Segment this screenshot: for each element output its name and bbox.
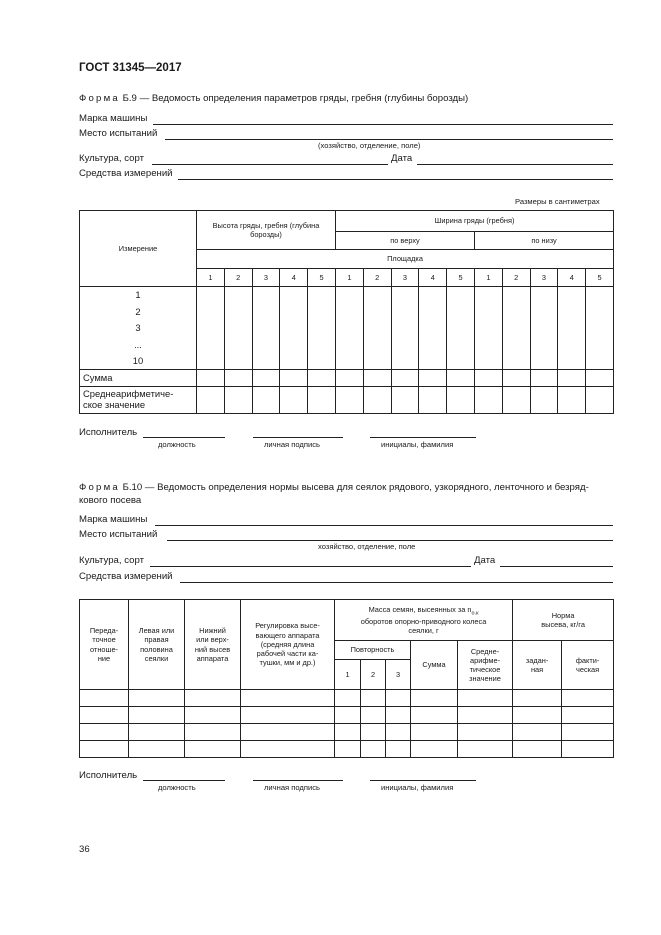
data-cell[interactable] xyxy=(558,336,586,353)
col-sowing-type: Нижний или верх- ний высев аппарата xyxy=(185,600,241,690)
data-cell[interactable] xyxy=(502,287,530,304)
data-cell[interactable] xyxy=(185,724,241,741)
data-cell[interactable] xyxy=(361,741,386,758)
data-cell[interactable] xyxy=(391,336,419,353)
data-cell[interactable] xyxy=(386,724,411,741)
area-num: 3 xyxy=(252,269,280,287)
data-cell[interactable] xyxy=(419,303,447,320)
form9-units-note: Размеры в сантиметрах xyxy=(515,197,600,206)
data-cell[interactable] xyxy=(513,690,562,707)
data-cell[interactable] xyxy=(391,303,419,320)
data-cell[interactable] xyxy=(586,320,614,337)
col-norm-actual: факти- ческая xyxy=(562,641,614,690)
col-norm: Норма высева, кг/га xyxy=(513,600,614,641)
data-cell[interactable] xyxy=(308,353,336,370)
form9-executor-label: Исполнитель xyxy=(79,427,138,438)
form9-number: Б.9 xyxy=(122,93,137,104)
data-cell[interactable] xyxy=(474,303,502,320)
data-cell[interactable] xyxy=(562,690,614,707)
form9-date-field[interactable] xyxy=(417,164,613,165)
row-measure-number: ... xyxy=(80,336,197,353)
form9-tools-field[interactable] xyxy=(178,179,613,180)
data-cell[interactable] xyxy=(458,741,513,758)
form9-title: — Ведомость определения параметров гряды, гребня (глубины борозды) xyxy=(139,93,469,104)
data-cell[interactable] xyxy=(474,287,502,304)
repeat-num: 1 xyxy=(335,660,361,690)
form9-label: Форма xyxy=(79,93,120,104)
data-cell[interactable] xyxy=(558,303,586,320)
data-cell[interactable] xyxy=(530,303,558,320)
form9-culture-label: Культура, сорт xyxy=(79,153,144,164)
data-cell[interactable] xyxy=(558,353,586,370)
data-cell[interactable] xyxy=(252,336,280,353)
data-cell[interactable] xyxy=(458,724,513,741)
col-norm-set: задан- ная xyxy=(513,641,562,690)
form10-title-line1 xyxy=(79,482,589,493)
data-cell[interactable] xyxy=(530,287,558,304)
data-cell[interactable] xyxy=(474,353,502,370)
data-cell[interactable] xyxy=(280,320,308,337)
data-cell[interactable] xyxy=(224,287,252,304)
data-cell[interactable] xyxy=(411,724,458,741)
form10-brand-field[interactable] xyxy=(155,525,613,526)
form10-tools-label: Средства измерений xyxy=(79,571,173,582)
form9-signature-hint: личная подпись xyxy=(264,440,320,449)
form10-place-hint: хозяйство, отделение, поле xyxy=(318,542,416,551)
area-num: 1 xyxy=(336,269,364,287)
data-cell[interactable] xyxy=(530,336,558,353)
data-cell[interactable] xyxy=(361,707,386,724)
form10-name-hint: инициалы, фамилия xyxy=(381,783,454,792)
form9-name-hint: инициалы, фамилия xyxy=(381,440,454,449)
data-cell[interactable] xyxy=(419,287,447,304)
data-cell[interactable] xyxy=(411,707,458,724)
form9-name-field[interactable] xyxy=(370,437,476,438)
data-cell[interactable] xyxy=(280,303,308,320)
data-cell[interactable] xyxy=(241,690,335,707)
form9-position-hint: должность xyxy=(158,440,196,449)
data-cell[interactable] xyxy=(586,353,614,370)
data-cell[interactable] xyxy=(411,741,458,758)
data-cell[interactable] xyxy=(586,336,614,353)
data-cell[interactable] xyxy=(411,690,458,707)
row-sum-label: Сумма xyxy=(80,369,197,386)
data-cell[interactable] xyxy=(336,303,364,320)
table-row xyxy=(80,741,614,758)
form9-title-line xyxy=(79,93,468,104)
data-cell[interactable] xyxy=(458,707,513,724)
col-width-top: по верху xyxy=(336,232,475,250)
data-cell[interactable] xyxy=(224,320,252,337)
repeat-num: 3 xyxy=(386,660,411,690)
col-repeat: Повторность xyxy=(335,641,411,660)
data-cell[interactable] xyxy=(502,320,530,337)
table-row xyxy=(80,303,614,320)
form9-place-label: Место испытаний xyxy=(79,128,158,139)
data-cell[interactable] xyxy=(197,336,225,353)
form10-signature-hint: личная подпись xyxy=(264,783,320,792)
form10-number: Б.10 xyxy=(122,482,143,493)
data-cell[interactable] xyxy=(80,741,129,758)
area-num: 2 xyxy=(502,269,530,287)
form9-position-field[interactable] xyxy=(143,437,225,438)
col-gear-ratio: Переда- точное отноше- ние xyxy=(80,600,129,690)
form10-title-line2: кового посева xyxy=(79,495,142,506)
data-cell[interactable] xyxy=(361,724,386,741)
data-cell[interactable] xyxy=(80,707,129,724)
data-cell[interactable] xyxy=(419,353,447,370)
data-cell[interactable] xyxy=(280,336,308,353)
data-cell[interactable] xyxy=(241,724,335,741)
data-cell[interactable] xyxy=(513,724,562,741)
data-cell[interactable] xyxy=(447,287,475,304)
form10-position-field[interactable] xyxy=(143,780,225,781)
data-cell[interactable] xyxy=(513,741,562,758)
table-row xyxy=(80,724,614,741)
form10-label: Форма xyxy=(79,482,120,493)
area-num: 1 xyxy=(197,269,225,287)
form10-place-field[interactable] xyxy=(167,540,613,541)
data-cell[interactable] xyxy=(474,320,502,337)
form10-table xyxy=(79,599,614,758)
data-cell[interactable] xyxy=(252,287,280,304)
area-num: 3 xyxy=(530,269,558,287)
page-number: 36 xyxy=(79,844,90,855)
form9-culture-field[interactable] xyxy=(152,164,388,165)
area-num: 2 xyxy=(363,269,391,287)
data-cell[interactable] xyxy=(447,336,475,353)
form9-place-field[interactable] xyxy=(165,139,613,140)
data-cell[interactable] xyxy=(80,690,129,707)
form9-brand-label: Марка машины xyxy=(79,113,148,124)
form10-tools-field[interactable] xyxy=(180,582,613,583)
data-cell[interactable] xyxy=(335,724,361,741)
col-width-bottom: по низу xyxy=(474,232,613,250)
form10-culture-field[interactable] xyxy=(150,566,471,567)
data-cell[interactable] xyxy=(363,303,391,320)
col-seed-mass: Масса семян, высеянных за $n_{о.к}$ оборотов опорно-приводного колеса сеялки, г xyxy=(335,600,513,641)
data-cell[interactable] xyxy=(391,353,419,370)
data-cell[interactable] xyxy=(361,690,386,707)
data-cell[interactable] xyxy=(419,320,447,337)
form9-signature-field[interactable] xyxy=(253,437,343,438)
data-cell[interactable] xyxy=(586,287,614,304)
data-cell[interactable] xyxy=(363,336,391,353)
data-cell[interactable] xyxy=(185,707,241,724)
data-cell[interactable] xyxy=(363,287,391,304)
col-width: Ширина гряды (гребня) xyxy=(336,211,614,232)
col-measure: Измерение xyxy=(80,211,197,287)
data-cell[interactable] xyxy=(558,320,586,337)
table-row xyxy=(80,320,614,337)
area-num: 4 xyxy=(280,269,308,287)
data-cell[interactable] xyxy=(502,336,530,353)
repeat-num: 2 xyxy=(361,660,386,690)
data-cell[interactable] xyxy=(280,353,308,370)
data-cell[interactable] xyxy=(129,707,185,724)
data-cell[interactable] xyxy=(129,724,185,741)
data-cell[interactable] xyxy=(447,353,475,370)
data-cell[interactable] xyxy=(502,303,530,320)
data-cell[interactable] xyxy=(280,287,308,304)
form9-place-hint: (хозяйство, отделение, поле) xyxy=(318,141,421,150)
data-cell[interactable] xyxy=(252,320,280,337)
data-cell[interactable] xyxy=(502,353,530,370)
area-num: 4 xyxy=(419,269,447,287)
data-cell[interactable] xyxy=(129,690,185,707)
data-cell[interactable] xyxy=(308,336,336,353)
data-cell[interactable] xyxy=(363,320,391,337)
form9-table xyxy=(79,210,614,414)
col-average: Средне- арифме- тическое значение xyxy=(458,641,513,690)
data-cell[interactable] xyxy=(530,320,558,337)
data-cell[interactable] xyxy=(129,741,185,758)
data-cell[interactable] xyxy=(386,690,411,707)
col-seeder-half: Левая или правая половина сеялки xyxy=(129,600,185,690)
data-cell[interactable] xyxy=(252,303,280,320)
form10-culture-label: Культура, сорт xyxy=(79,555,144,566)
data-cell[interactable] xyxy=(562,741,614,758)
data-cell[interactable] xyxy=(308,303,336,320)
data-cell[interactable] xyxy=(336,336,364,353)
data-cell[interactable] xyxy=(562,707,614,724)
area-num: 5 xyxy=(308,269,336,287)
data-cell[interactable] xyxy=(558,287,586,304)
table-row xyxy=(80,336,614,353)
col-height: Высота гряды, гребня (глубина борозды) xyxy=(197,211,336,250)
row-measure-number: 3 xyxy=(80,320,197,337)
data-cell[interactable] xyxy=(197,320,225,337)
col-area: Площадка xyxy=(197,250,614,269)
data-cell[interactable] xyxy=(185,690,241,707)
area-num: 4 xyxy=(558,269,586,287)
area-num: 2 xyxy=(224,269,252,287)
row-average-label: Среднеарифметиче- ское значение xyxy=(80,386,197,413)
data-cell[interactable] xyxy=(241,707,335,724)
table-row xyxy=(80,707,614,724)
data-cell[interactable] xyxy=(185,741,241,758)
data-cell[interactable] xyxy=(335,741,361,758)
data-cell[interactable] xyxy=(335,690,361,707)
row-measure-number: 10 xyxy=(80,353,197,370)
form10-date-label: Дата xyxy=(474,555,496,566)
data-cell[interactable] xyxy=(336,320,364,337)
area-num: 5 xyxy=(586,269,614,287)
data-cell[interactable] xyxy=(224,303,252,320)
data-cell[interactable] xyxy=(391,320,419,337)
table-row xyxy=(80,287,614,304)
data-cell[interactable] xyxy=(419,336,447,353)
document-code: ГОСТ 31345—2017 xyxy=(79,62,182,74)
form10-signature-field[interactable] xyxy=(253,780,343,781)
form10-date-field[interactable] xyxy=(500,566,613,567)
data-cell[interactable] xyxy=(458,690,513,707)
area-num: 3 xyxy=(391,269,419,287)
form10-place-label: Место испытаний xyxy=(79,529,158,540)
row-measure-number: 1 xyxy=(80,287,197,304)
data-cell[interactable] xyxy=(363,353,391,370)
data-cell[interactable] xyxy=(447,320,475,337)
data-cell[interactable] xyxy=(513,707,562,724)
data-cell[interactable] xyxy=(197,353,225,370)
data-cell[interactable] xyxy=(586,303,614,320)
data-cell[interactable] xyxy=(530,353,558,370)
table-row xyxy=(80,353,614,370)
data-cell[interactable] xyxy=(308,320,336,337)
area-num: 1 xyxy=(474,269,502,287)
data-cell[interactable] xyxy=(336,353,364,370)
form9-brand-field[interactable] xyxy=(153,124,613,125)
col-regulation: Регулировка высе- вающего аппарата (средняя длина рабочей части ка- тушки, мм и др.) xyxy=(241,600,335,690)
data-cell[interactable] xyxy=(224,336,252,353)
form10-brand-label: Марка машины xyxy=(79,514,148,525)
area-num: 5 xyxy=(447,269,475,287)
data-cell[interactable] xyxy=(197,303,225,320)
data-cell[interactable] xyxy=(386,741,411,758)
col-sum: Сумма xyxy=(411,641,458,690)
form10-name-field[interactable] xyxy=(370,780,476,781)
form9-tools-label: Средства измерений xyxy=(79,168,173,179)
row-measure-number: 2 xyxy=(80,303,197,320)
data-cell[interactable] xyxy=(335,707,361,724)
data-cell[interactable] xyxy=(447,303,475,320)
form10-position-hint: должность xyxy=(158,783,196,792)
data-cell[interactable] xyxy=(386,707,411,724)
data-cell[interactable] xyxy=(391,287,419,304)
form9-date-label: Дата xyxy=(391,153,413,164)
data-cell[interactable] xyxy=(197,287,225,304)
table-row xyxy=(80,690,614,707)
data-cell[interactable] xyxy=(336,287,364,304)
data-cell[interactable] xyxy=(80,724,129,741)
data-cell[interactable] xyxy=(252,353,280,370)
data-cell[interactable] xyxy=(562,724,614,741)
form10-executor-label: Исполнитель xyxy=(79,770,138,781)
data-cell[interactable] xyxy=(474,336,502,353)
data-cell[interactable] xyxy=(241,741,335,758)
data-cell[interactable] xyxy=(308,287,336,304)
data-cell[interactable] xyxy=(224,353,252,370)
form10-title: — Ведомость определения нормы высева для сеялок рядового, узкорядного, ленточного и безряд- xyxy=(144,482,589,493)
